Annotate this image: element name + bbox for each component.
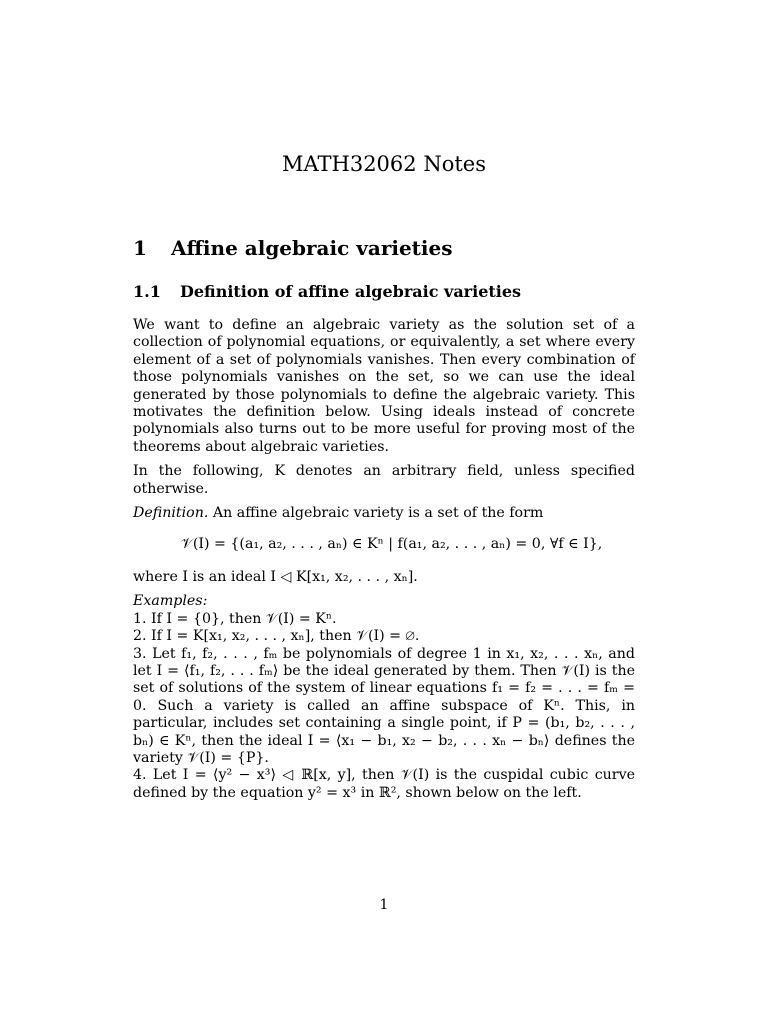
example-4: 4. Let I = ⟨y² − x³⟩ ◁ ℝ[x, y], then 𝒱(I) is the cuspidal cubic curve defined by the equation y² = x³ in ℝ², shown below on the left.	[133, 767, 635, 801]
page-number: 1	[379, 897, 389, 913]
subsection-number: 1.1	[133, 282, 161, 301]
intro-paragraph: We want to define an algebraic variety as the solution set of a collection of polynomial equations, or equivalently, a set where every element of a set of polynomials vanishes. Then every combination of those polynomials vanishes on the set, so we can use the ideal generated by those polynomials to define the algebraic variety. This motivates the definition below. Using ideals instead of concrete polynomials also turns out to be more useful for proving most of the theorems about algebraic varieties.	[133, 317, 635, 455]
variety-equation: 𝒱(I) = {(a₁, a₂, . . . , aₙ) ∈ Kⁿ | f(a₁, a₂, . . . , aₙ) = 0, ∀f ∈ I},	[181, 536, 603, 553]
definition-paragraph	[133, 505, 635, 522]
example-3: 3. Let f₁, f₂, . . . , fₘ be polynomials of degree 1 in x₁, x₂, . . . xₙ, and let I = ⟨f₁, f₂, . . . fₘ⟩ be the ideal generated by them. Then 𝒱(I) is the set of solutions of the system of linear equations f₁ = f₂ = . . . = fₘ = 0. Such a variety is called an affine subspace of Kⁿ. This, in particular, includes set containing a single point, if P = (b₁, b₂, . . . , bₙ) ∈ Kⁿ, then the ideal I = ⟨x₁ − b₁, x₂ − b₂, . . . xₙ − bₙ⟩ defines the variety 𝒱(I) = {P}.	[133, 645, 635, 766]
page-title: MATH32062 Notes	[282, 152, 486, 176]
equation-continuation: where I is an ideal I ◁ K[x₁, x₂, . . . , xₙ].	[133, 568, 418, 585]
examples-block	[133, 593, 635, 802]
examples-label: Examples:	[133, 593, 208, 610]
example-1: 1. If I = {0}, then 𝒱(I) = Kⁿ.	[133, 610, 337, 627]
body-text	[133, 317, 635, 802]
section-number: 1	[133, 236, 147, 260]
subsection-heading	[133, 281, 521, 303]
definition-text: An affine algebraic variety is a set of the form	[212, 505, 544, 522]
subsection-title: Definition of affine algebraic varieties	[180, 282, 522, 301]
section-heading	[133, 234, 453, 262]
section-title: Affine algebraic varieties	[171, 236, 453, 260]
definition-label: Definition.	[133, 505, 209, 522]
field-paragraph: In the following, K denotes an arbitrary field, unless specified otherwise.	[133, 463, 635, 497]
example-2: 2. If I = K[x₁, x₂, . . . , xₙ], then 𝒱(I) = ∅.	[133, 628, 420, 645]
